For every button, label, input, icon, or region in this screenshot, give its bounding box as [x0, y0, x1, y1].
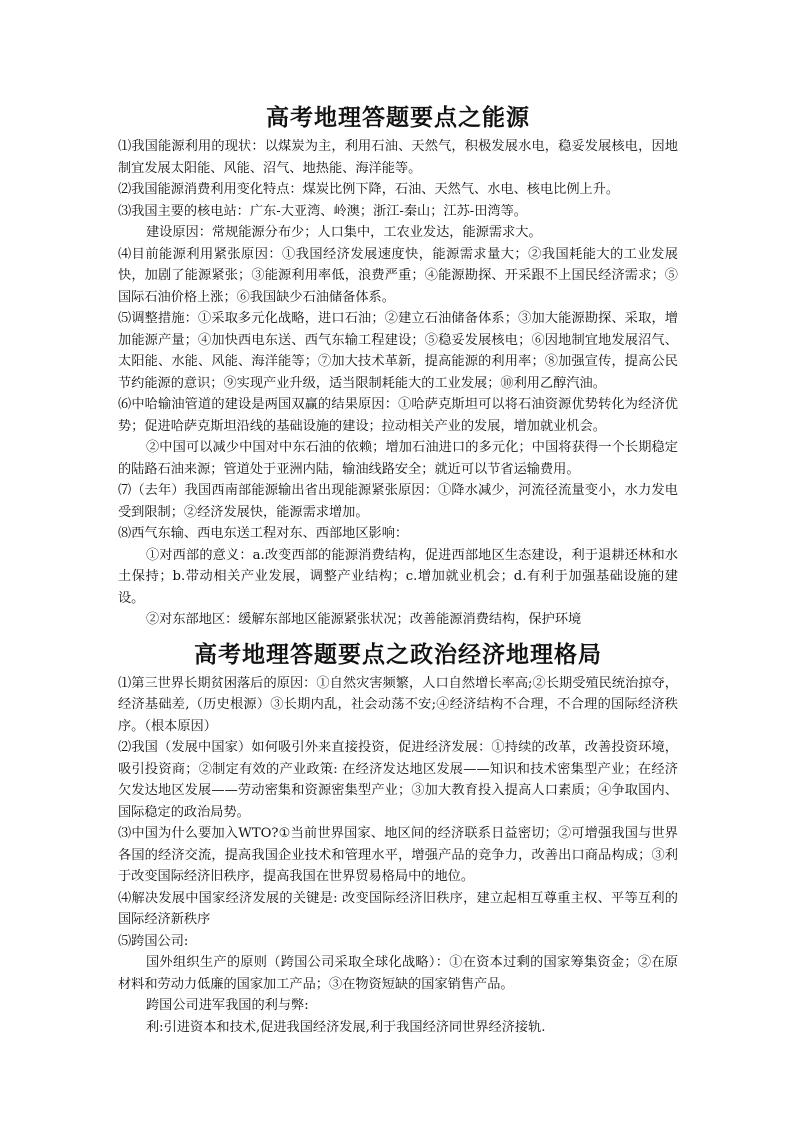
paragraph: ⑷解决发展中国家经济发展的关键是: 改变国际经济旧秩序，建立起相互尊重主权、平等互利的国际经济新秩序 [118, 890, 678, 927]
paragraph: ⑹中哈输油管道的建设是两国双赢的结果原因：①哈萨克斯坦可以将石油资源优势转化为经济优势；促进哈萨克斯坦沿线的基础设施的建设；拉动相关产业的发展，增加就业机会。 [118, 397, 678, 434]
paragraph: ⑸跨国公司: [118, 933, 189, 949]
paragraph: ①对西部的意义：a.改变西部的能源消费结构，促进西部地区生态建设，利于退耕还林和水土保持；b.带动相关产业发展，调整产业结构；c.增加就业机会；d.有利于加强基础设施的建设。 [118, 547, 678, 606]
paragraph: ⑴我国能源利用的现状：以煤炭为主，利用石油、天然气，积极发展水电，稳妥发展核电，因地制宜发展太阳能、风能、沼气、地热能、海洋能等。 [118, 139, 678, 176]
paragraph: ⑵我国能源消费利用变化特点：煤炭比例下降，石油、天然气、水电、核电比例上升。 [118, 182, 620, 197]
section-title-energy: 高考地理答题要点之能源 [266, 104, 530, 131]
paragraph: 建设原因：常规能源分布少；人口集中，工农业发达，能源需求大。 [146, 225, 542, 240]
paragraph: ⑸调整措施：①采取多元化战略，进口石油；②建立石油储备体系；③加大能源勘探、采取，增加能源产量；④加快西电东送、西气东输工程建设；⑤稳妥发展核电；⑥因地制宜地发展沼气、太阳能、水能、风能、海洋能等；⑦加大技术革新，提高能源的利用率；⑧加强宣传，提高公民节约能源的意识；⑨实现产业升级，适当限制耗能大的工业发展；⑩利用乙醇汽油。 [118, 311, 678, 391]
paragraph: 跨国公司进军我国的利与弊: [146, 998, 309, 1013]
paragraph: ⑺（去年）我国西南部能源输出省出现能源紧张原因：①降水减少，河流径流量变小，水力发电受到限制；②经济发展快，能源需求增加。 [118, 483, 678, 520]
document-page [118, 100, 678, 1038]
section-title-political-economy: 高考地理答题要点之政治经济地理格局 [194, 640, 602, 668]
paragraph: ⑶我国主要的核电站：广东-大亚湾、岭澳；浙江-秦山；江苏-田湾等。 [118, 203, 527, 219]
paragraph: ②对东部地区：缓解东部地区能源紧张状况；改善能源消费结构，保护环境 [146, 612, 582, 627]
paragraph: 利:引进资本和技术,促进我国经济发展,利于我国经济同世界经济接轨. [146, 1019, 546, 1035]
paragraph: ⑶中国为什么要加入WTO?①当前世界国家、地区间的经济联系日益密切；②可增强我国与世界各国的经济交流，提高我国企业技术和管理水平，增强产品的竞争力，改善出口商品构成；③利于改变国际经济旧秩序，提高我国在世界贸易格局中的地位。 [118, 826, 678, 884]
paragraph: 国外组织生产的原则（跨国公司采取全球化战略）：①在资本过剩的国家筹集资金；②在原材料和劳动力低廉的国家加工产品；③在物资短缺的国家销售产品。 [118, 955, 678, 992]
paragraph: ⑵我国（发展中国家）如何吸引外来直接投资，促进经济发展：①持续的改革，改善投资环境，吸引投资商；②制定有效的产业政策: 在经济发达地区发展——知识和技术密集型产业；在经济欠发达地区发展——劳动密集和资源密集型产业；③加大教育投入提高人口素质；④争取国内、国际稳定的政治局势。 [118, 740, 678, 820]
paragraph: ⑻西气东输、西电东送工程对东、西部地区影响： [118, 526, 409, 541]
paragraph: ⑴第三世界长期贫困落后的原因：①自然灾害频繁，人口自然增长率高;②长期受殖民统治掠夺，经济基础差,（历史根源）③长期内乱，社会动荡不安;④经济结构不合理，不合理的国际经济秩序。（根本原因） [118, 675, 678, 734]
paragraph: ⑷目前能源利用紧张原因：①我国经济发展速度快，能源需求量大；②我国耗能大的工业发展快，加剧了能源紧张；③能源利用率低，浪费严重；④能源勘探、开采跟不上国民经济需求；⑤国际石油价格上涨；⑥我国缺少石油储备体系。 [118, 246, 678, 305]
paragraph: ②中国可以减少中国对中东石油的依赖；增加石油进口的多元化；中国将获得一个长期稳定的陆路石油来源；管道处于亚洲内陆，输油线路安全；就近可以节省运输费用。 [118, 440, 678, 477]
